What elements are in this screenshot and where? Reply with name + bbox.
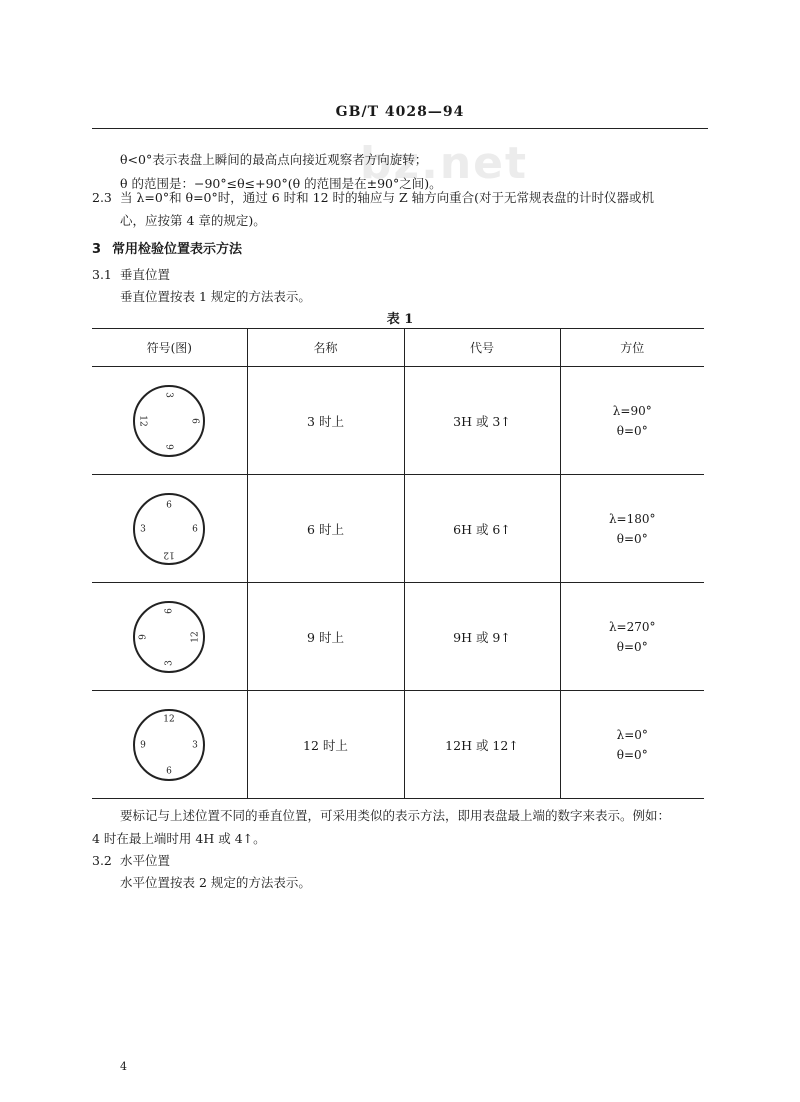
table-row — [92, 691, 704, 799]
lambda-value: λ=270° — [608, 619, 656, 634]
watch-dial-icon — [129, 489, 209, 569]
header-code: 代号 — [404, 329, 560, 367]
table-row — [92, 475, 704, 583]
dial-symbol-cell — [92, 691, 247, 799]
orientation-cell — [560, 691, 704, 799]
section-3-2-title: 水平位置 — [120, 853, 171, 868]
position-name: 9 时上 — [247, 583, 404, 691]
dial-right-numeral: 6 — [189, 417, 200, 424]
dial-top-numeral: 3 — [163, 391, 174, 398]
position-code: 9H 或 9↑ — [404, 583, 560, 691]
dial-bottom-numeral: 3 — [164, 659, 175, 666]
position-name: 3 时上 — [247, 367, 404, 475]
section-3-1-heading — [92, 265, 170, 283]
lambda-value: λ=0° — [616, 727, 648, 742]
table-1 — [92, 328, 704, 799]
theta-value: θ=0° — [616, 639, 648, 654]
table-row — [92, 583, 704, 691]
dial-symbol-cell — [92, 475, 247, 583]
dial-right-numeral: 12 — [190, 630, 201, 643]
dial-top-numeral: 12 — [163, 714, 175, 724]
section-2-3-number: 2.3 — [92, 190, 112, 205]
section-3-1-title: 垂直位置 — [120, 267, 171, 282]
lambda-value: λ=90° — [612, 403, 652, 418]
section-3-2-body: 水平位置按表 2 规定的方法表示。 — [120, 875, 311, 890]
dial-top-numeral: 9 — [166, 497, 173, 507]
section-3-1-body: 垂直位置按表 1 规定的方法表示。 — [120, 289, 311, 304]
position-code: 3H 或 3↑ — [404, 367, 560, 475]
after-table-line-1: 要标记与上述位置不同的垂直位置，可采用类似的表示方法，即用表盘最上端的数字来表示。例如： — [120, 808, 671, 823]
section-3-number: 3 — [92, 242, 102, 257]
dial-right-numeral: 3 — [192, 740, 199, 750]
after-table-line-2: 4 时在最上端时用 4H 或 4↑。 — [92, 831, 266, 846]
orientation-cell — [560, 367, 704, 475]
header-symbol: 符号(图) — [92, 329, 247, 367]
dial-bottom-numeral: 9 — [163, 443, 174, 450]
dial-symbol-cell — [92, 583, 247, 691]
orientation-cell — [560, 583, 704, 691]
table-row — [92, 367, 704, 475]
dial-bottom-numeral: 12 — [163, 549, 175, 559]
position-name: 6 时上 — [247, 475, 404, 583]
dial-left-numeral: 9 — [140, 740, 147, 750]
section-3-heading — [92, 238, 242, 257]
dial-left-numeral: 12 — [137, 414, 148, 427]
page-number: 4 — [120, 1060, 127, 1073]
section-2-3 — [92, 188, 654, 206]
header-rule — [92, 128, 708, 129]
position-code: 12H 或 12↑ — [404, 691, 560, 799]
dial-left-numeral: 9 — [138, 633, 149, 640]
lambda-value: λ=180° — [608, 511, 656, 526]
dial-right-numeral: 6 — [192, 524, 199, 534]
header-orientation: 方位 — [560, 329, 704, 367]
orientation-cell — [560, 475, 704, 583]
dial-bottom-numeral: 6 — [166, 766, 173, 776]
theta-value: θ=0° — [616, 423, 648, 438]
position-name: 12 时上 — [247, 691, 404, 799]
watermark: bz.net — [360, 138, 529, 189]
section-3-title: 常用检验位置表示方法 — [112, 242, 243, 257]
watch-dial-icon — [129, 381, 209, 461]
watch-dial-icon — [129, 705, 209, 785]
section-2-3-line-1: 当 λ=0°和 θ=0°时，通过 6 时和 12 时的轴应与 Z 轴方向重合(对于无常规表盘的计时仪器或机 — [120, 190, 655, 205]
dial-symbol-cell — [92, 367, 247, 475]
standard-code-header: GB/T 4028—94 — [335, 104, 465, 120]
section-3-2-heading — [92, 851, 170, 869]
section-3-1-number: 3.1 — [92, 267, 112, 282]
position-code: 6H 或 6↑ — [404, 475, 560, 583]
section-2-3-line-2: 心，应按第 4 章的规定)。 — [120, 213, 266, 228]
theta-value: θ=0° — [616, 747, 648, 762]
intro-line-1: θ<0°表示表盘上瞬间的最高点向接近观察者方向旋转； — [120, 152, 428, 167]
theta-value: θ=0° — [616, 531, 648, 546]
table-1-caption: 表 1 — [386, 312, 414, 327]
header-name: 名称 — [247, 329, 404, 367]
intro-line-2: θ 的范围是：−90°≤θ≤+90°(θ 的范围是在±90°之间)。 — [120, 176, 442, 191]
dial-left-numeral: 3 — [140, 524, 147, 534]
section-3-2-number: 3.2 — [92, 853, 112, 868]
dial-top-numeral: 6 — [164, 607, 175, 614]
table-header-row — [92, 329, 704, 367]
watch-dial-icon — [129, 597, 209, 677]
